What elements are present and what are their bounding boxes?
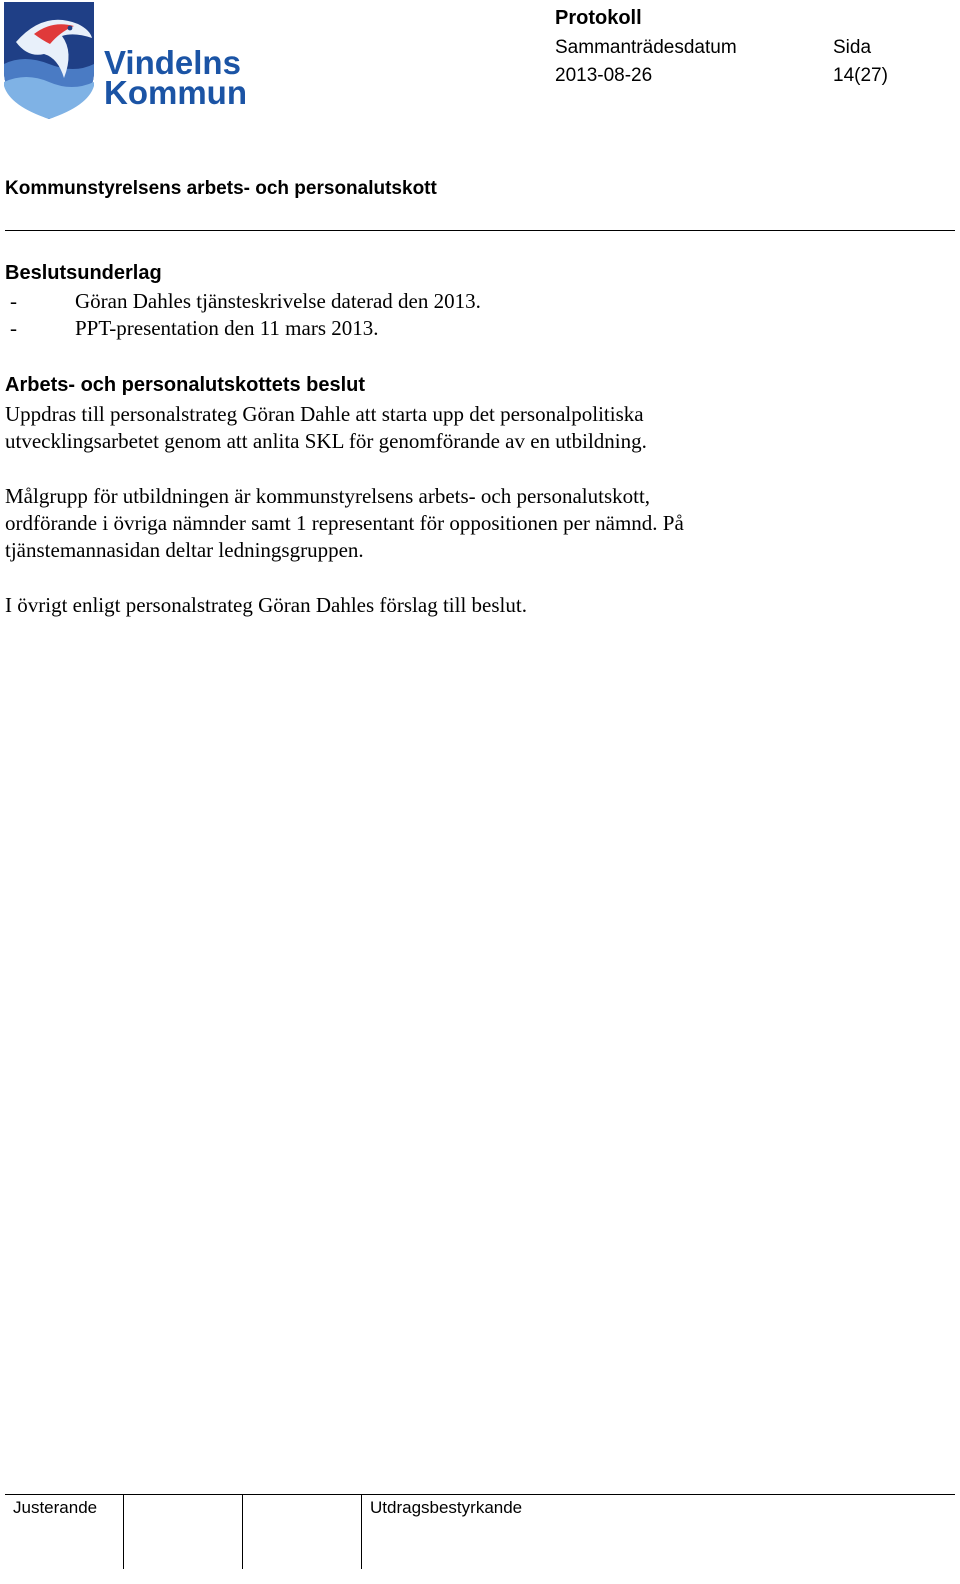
footer-cell-certify — [361, 1495, 956, 1569]
certify-label: Utdragsbestyrkande — [370, 1498, 523, 1517]
paragraph-line: utvecklingsarbetet genom att anlita SKL för genomförande av en utbildning. — [5, 429, 647, 453]
basis-list — [5, 288, 481, 342]
committee-name: Kommunstyrelsens arbets- och personalutskott — [5, 178, 437, 199]
decision-paragraph — [5, 401, 940, 455]
target-group-paragraph — [5, 483, 940, 564]
signature-box — [242, 1495, 361, 1569]
paragraph-line: Uppdras till personalstrateg Göran Dahle att starta upp det personalpolitiska — [5, 402, 644, 426]
basis-heading: Beslutsunderlag — [5, 262, 162, 284]
footer-cell-adjusting — [5, 1495, 123, 1569]
paragraph-line: I övrigt enligt personalstrateg Göran Dahles förslag till beslut. — [5, 593, 527, 617]
list-dash: - — [10, 316, 17, 340]
paragraph-line: Målgrupp för utbildningen är kommunstyrelsens arbets- och personalutskott, — [5, 484, 651, 508]
signature-footer — [5, 1494, 955, 1569]
list-dash: - — [10, 289, 17, 313]
meeting-date-label: Sammanträdesdatum — [555, 37, 737, 58]
header-divider — [5, 230, 955, 231]
signature-box — [123, 1495, 242, 1569]
paragraph-line: tjänstemannasidan deltar ledningsgruppen. — [5, 538, 364, 562]
adjusting-label: Justerande — [13, 1498, 98, 1517]
other-decision-paragraph — [5, 592, 940, 619]
logo-text-line1: Vindelns — [104, 44, 241, 81]
list-item — [5, 288, 481, 315]
page-number: 14(27) — [833, 65, 888, 86]
list-item-text: PPT-presentation den 11 mars 2013. — [75, 316, 379, 340]
meeting-date-value: 2013-08-26 — [555, 65, 653, 86]
list-item-text: Göran Dahles tjänsteskrivelse daterad den 2013. — [75, 289, 481, 313]
document-type-title: Protokoll — [555, 7, 642, 29]
fish-eye — [68, 26, 73, 31]
decision-heading: Arbets- och personalutskottets beslut — [5, 374, 366, 396]
fish-shield-emblem — [4, 2, 254, 120]
list-item — [5, 315, 481, 342]
municipality-logo — [4, 2, 254, 120]
logo-text-line2: Kommun — [104, 74, 247, 111]
paragraph-line: ordförande i övriga nämnder samt 1 representant för oppositionen per nämnd. På — [5, 511, 684, 535]
page-label: Sida — [833, 37, 872, 58]
